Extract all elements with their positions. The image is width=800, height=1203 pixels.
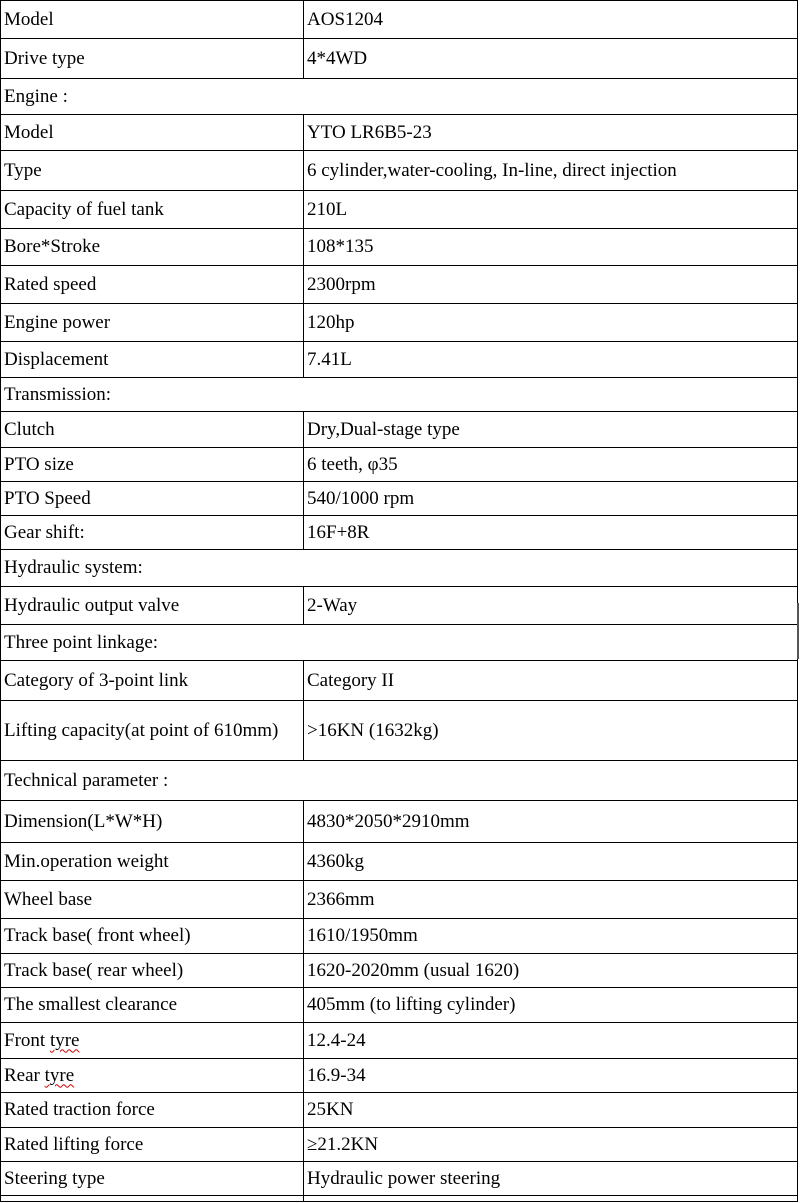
spec-value: 1620-2020mm (usual 1620) — [304, 954, 798, 988]
spec-label: Clutch — [1, 412, 304, 448]
spec-label: Hydraulic output valve — [1, 587, 304, 625]
spec-row-fuel-tank — [1, 191, 798, 229]
empty-cell — [1, 1196, 304, 1202]
spec-label: Displacement — [1, 342, 304, 378]
spec-label-text: Front tyre — [4, 1029, 80, 1051]
spec-label: Dimension(L*W*H) — [1, 801, 304, 843]
spec-value: 25KN — [304, 1093, 798, 1128]
spec-row-steering-type — [1, 1162, 798, 1196]
spec-value: Category II — [304, 661, 798, 701]
spec-value: 2-Way — [304, 587, 798, 625]
spec-row-link-category — [1, 661, 798, 701]
spec-value: 210L — [304, 191, 798, 229]
spec-label-text: Rear tyre — [4, 1064, 75, 1086]
spec-row-lifting-capacity — [1, 701, 798, 761]
spec-label: Capacity of fuel tank — [1, 191, 304, 229]
spec-label: Category of 3-point link — [1, 661, 304, 701]
spec-row-displacement — [1, 342, 798, 378]
spec-row-clearance — [1, 988, 798, 1023]
empty-cell — [304, 1196, 798, 1202]
spec-value: >16KN (1632kg) — [304, 701, 798, 761]
spec-row-bore-stroke — [1, 229, 798, 266]
spec-row-pto-speed — [1, 482, 798, 516]
spec-label — [1, 1059, 304, 1093]
spec-label: Model — [1, 115, 304, 151]
spec-value: 12.4-24 — [304, 1023, 798, 1059]
spec-label: Track base( rear wheel) — [1, 954, 304, 988]
section-row-hydraulic — [1, 550, 798, 587]
spec-value: 1610/1950mm — [304, 919, 798, 954]
section-heading: Transmission: — [1, 378, 798, 412]
section-heading: Hydraulic system: — [1, 550, 798, 587]
edge-marker — [797, 603, 799, 659]
spec-row-engine-type — [1, 151, 798, 191]
spec-label: Rated speed — [1, 266, 304, 304]
spec-value: 6 cylinder,water-cooling, In-line, direct injection — [304, 151, 798, 191]
spec-label: Lifting capacity(at point of 610mm) — [1, 701, 304, 761]
spec-value: 16F+8R — [304, 516, 798, 550]
spec-value: 108*135 — [304, 229, 798, 266]
spellcheck-word: tyre — [49, 1029, 80, 1051]
spec-value: 7.41L — [304, 342, 798, 378]
spellcheck-word: tyre — [44, 1064, 75, 1086]
spec-row-engine-model — [1, 115, 798, 151]
spec-row-lifting-force — [1, 1128, 798, 1162]
spec-row-operation-weight — [1, 843, 798, 881]
spec-row-clutch — [1, 412, 798, 448]
spec-row-front-tyre — [1, 1023, 798, 1059]
spec-value: Hydraulic power steering — [304, 1162, 798, 1196]
spec-value: ≥21.2KN — [304, 1128, 798, 1162]
spec-row-rated-speed — [1, 266, 798, 304]
spec-label: Engine power — [1, 304, 304, 342]
spec-label: PTO size — [1, 448, 304, 482]
spec-label: Wheel base — [1, 881, 304, 919]
spec-value: 540/1000 rpm — [304, 482, 798, 516]
spec-row-track-front — [1, 919, 798, 954]
spec-value: 16.9-34 — [304, 1059, 798, 1093]
spec-row-model — [1, 1, 798, 39]
spec-label: Type — [1, 151, 304, 191]
section-heading: Three point linkage: — [1, 625, 798, 661]
spec-value: 6 teeth, φ35 — [304, 448, 798, 482]
spec-row-track-rear — [1, 954, 798, 988]
spec-row-wheel-base — [1, 881, 798, 919]
spec-value: YTO LR6B5-23 — [304, 115, 798, 151]
spec-label: The smallest clearance — [1, 988, 304, 1023]
spec-value: 4360kg — [304, 843, 798, 881]
spec-value: 120hp — [304, 304, 798, 342]
section-heading: Engine : — [1, 79, 798, 115]
spec-label: Min.operation weight — [1, 843, 304, 881]
spec-label: Drive type — [1, 39, 304, 79]
spec-row-traction-force — [1, 1093, 798, 1128]
spec-row-rear-tyre — [1, 1059, 798, 1093]
section-row-engine — [1, 79, 798, 115]
spec-value: AOS1204 — [304, 1, 798, 39]
section-row-transmission — [1, 378, 798, 412]
section-heading: Technical parameter : — [1, 761, 798, 801]
spec-row-hydraulic-valve — [1, 587, 798, 625]
spec-row-pto-size — [1, 448, 798, 482]
spec-label: Rated traction force — [1, 1093, 304, 1128]
section-row-linkage — [1, 625, 798, 661]
table-tail-row — [1, 1196, 798, 1202]
spec-label: Steering type — [1, 1162, 304, 1196]
spec-row-drive-type — [1, 39, 798, 79]
spec-value: Dry,Dual-stage type — [304, 412, 798, 448]
spec-row-dimension — [1, 801, 798, 843]
spec-label: PTO Speed — [1, 482, 304, 516]
spec-row-gear-shift — [1, 516, 798, 550]
spec-label: Gear shift: — [1, 516, 304, 550]
spec-value: 2366mm — [304, 881, 798, 919]
spec-value: 2300rpm — [304, 266, 798, 304]
spec-label: Track base( front wheel) — [1, 919, 304, 954]
spec-value: 405mm (to lifting cylinder) — [304, 988, 798, 1023]
spec-label: Rated lifting force — [1, 1128, 304, 1162]
section-row-technical — [1, 761, 798, 801]
spec-value: 4*4WD — [304, 39, 798, 79]
spec-label — [1, 1023, 304, 1059]
spec-value: 4830*2050*2910mm — [304, 801, 798, 843]
spec-row-engine-power — [1, 304, 798, 342]
spec-label: Bore*Stroke — [1, 229, 304, 266]
spec-label: Model — [1, 1, 304, 39]
